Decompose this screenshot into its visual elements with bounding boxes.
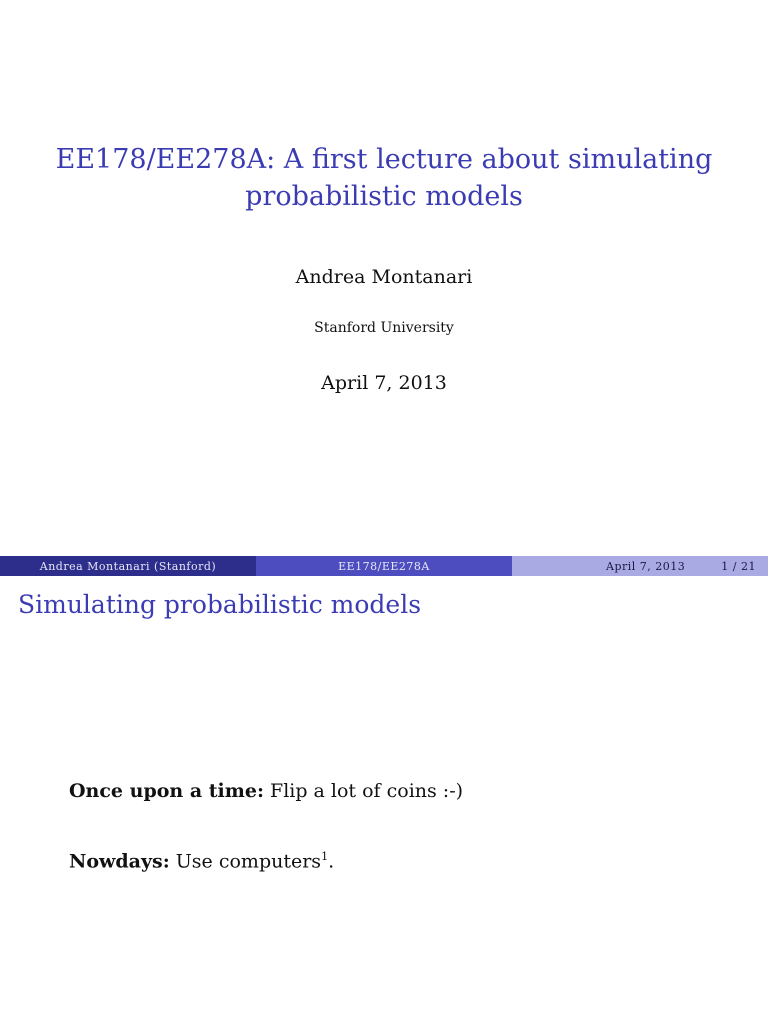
body-line-once-upon-a-time	[69, 780, 463, 802]
footline-title	[256, 556, 512, 576]
footline-date-text: April 7, 2013	[606, 559, 686, 573]
content-slide	[0, 576, 768, 1024]
frame-title: Simulating probabilistic models	[18, 590, 422, 619]
footnote-mark: 1	[321, 850, 329, 863]
institute-name: Stanford University	[314, 320, 454, 336]
page-number: 1 / 21	[721, 559, 756, 573]
line1-label: Once upon a time:	[69, 780, 264, 802]
presentation-date: April 7, 2013	[321, 372, 447, 394]
line1-text: Flip a lot of coins :-)	[270, 780, 464, 802]
body-line-nowdays	[69, 850, 334, 872]
footline-title-text: EE178/EE278A	[338, 559, 430, 573]
footline-date-page	[512, 556, 768, 576]
line2-end: .	[328, 850, 335, 873]
footline-author-text: Andrea Montanari (Stanford)	[39, 559, 217, 573]
author-name: Andrea Montanari	[295, 266, 473, 288]
title-line-1: EE178/EE278A: A first lecture about simulating	[55, 144, 713, 175]
line2-text: Use computers	[175, 850, 322, 873]
presentation-title	[0, 141, 768, 215]
footline	[0, 556, 768, 576]
line2-label: Nowdays:	[69, 850, 170, 873]
title-line-2: probabilistic models	[245, 181, 523, 212]
footline-author	[0, 556, 256, 576]
